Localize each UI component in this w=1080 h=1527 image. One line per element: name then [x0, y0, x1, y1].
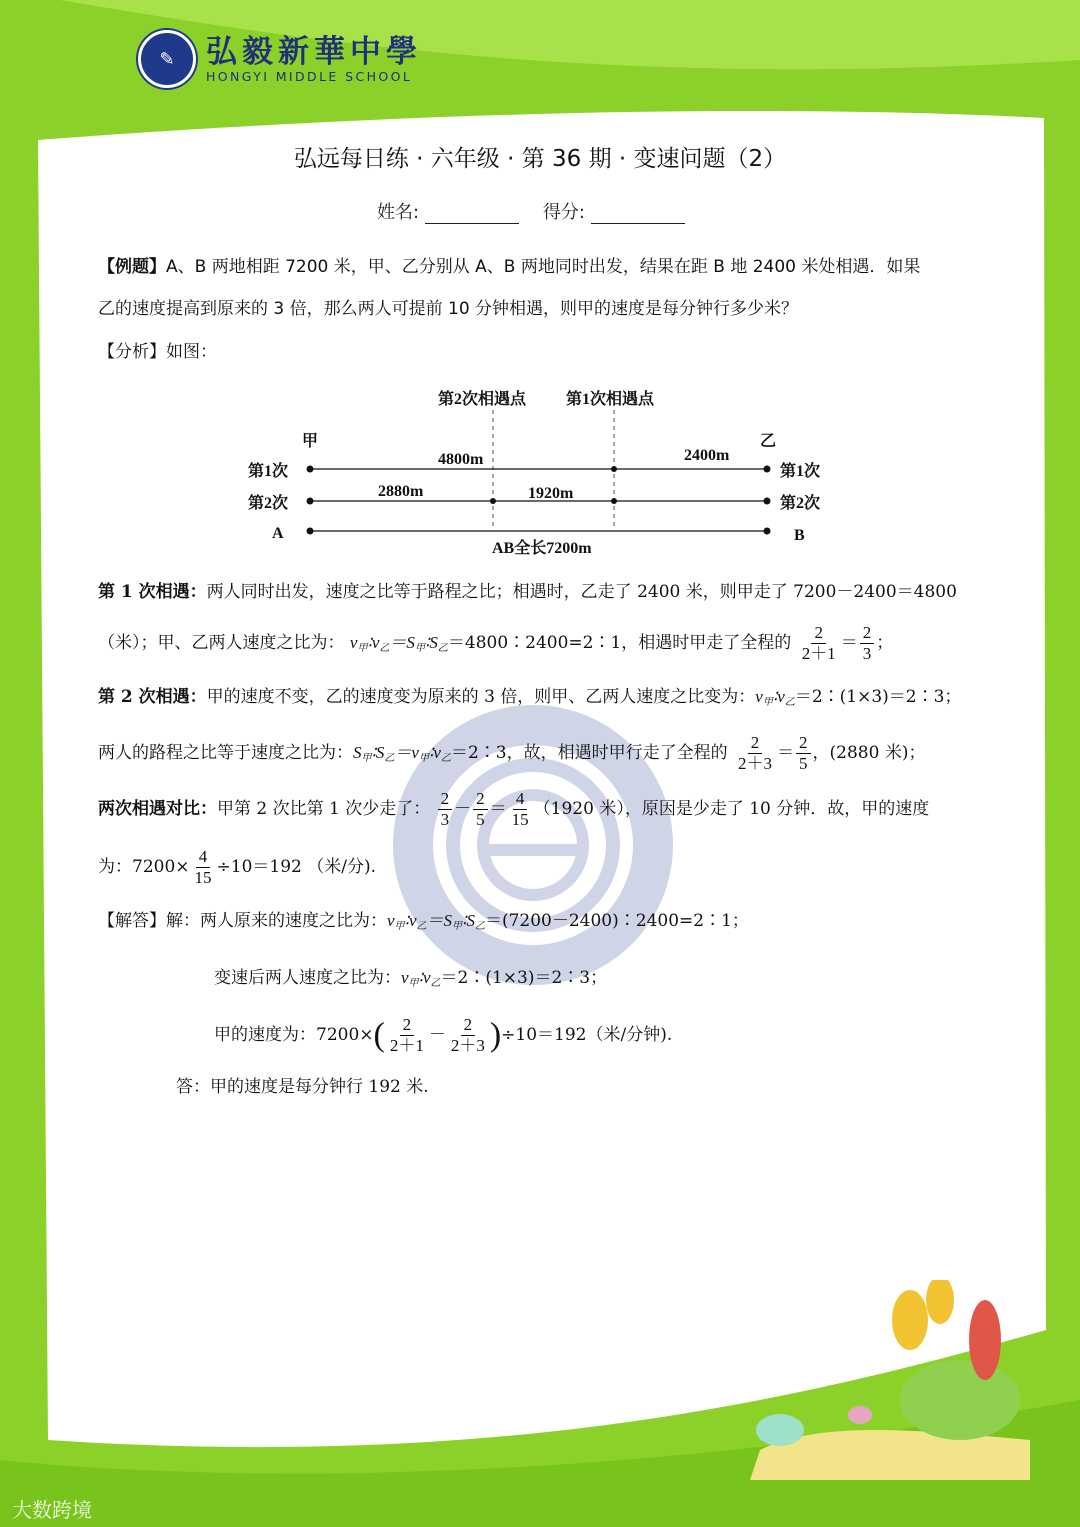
- row1-left-label: 第1次: [248, 463, 289, 480]
- meet2-label: 第2次相遇点: [438, 391, 527, 408]
- first-label: 第 1 次相遇：: [98, 582, 207, 602]
- answer-line-1b: ＝(7200－2400)∶2400=2∶1；: [484, 911, 749, 931]
- second-meeting-block: 第 2 次相遇：甲的速度不变，乙的速度变为原来的 3 倍，则甲、乙两人速度之比变为：$v_甲∶v_乙=2∶(1\times 3)=2∶3$；: [98, 687, 962, 708]
- analysis-tag: 【分析】: [98, 342, 166, 362]
- score-blank[interactable]: [591, 203, 685, 224]
- example-text-2: 乙的速度提高到原来的 3 倍，那么两人可提前 10 分钟相遇，则甲的速度是每分钟行多少米？: [98, 299, 799, 319]
- first-meeting-block: [98, 571, 988, 613]
- name-blank[interactable]: [425, 203, 519, 224]
- point-b-label: B: [794, 527, 805, 544]
- compare-label: 两次相遇对比：: [98, 799, 217, 819]
- compare-line-2a: 为：7200×: [98, 857, 190, 877]
- point-a-label: A: [272, 525, 284, 542]
- answer-line-2: 变速后两人速度之比为：$v_甲∶v_乙=2∶(1\times 3)=2∶3$；: [214, 968, 608, 989]
- second-line-1a: 甲的速度不变，乙的速度变为原来的 3 倍，则甲、乙两人速度之比变为：: [206, 687, 756, 707]
- first-line-2b: ＝4800∶2400=2∶1，相遇时甲走了全程的: [447, 633, 792, 653]
- decorative-flowers: [740, 1280, 1040, 1480]
- first-meeting-line-2: （米）；甲、乙两人速度之比为： $v_甲∶v_乙=S_甲∶S_乙=4800∶2400=2∶1$，相遇时甲走了全程的 $\frac{2}{2+1}$ ＝ $\frac{2}{3}$ ；: [98, 623, 894, 663]
- answer-line-2b: ＝2∶(1×3)＝2∶3；: [440, 968, 608, 988]
- school-name-cn: 弘毅新華中學: [206, 33, 422, 70]
- d2400-label: 2400m: [684, 447, 730, 464]
- compare-block: 两次相遇对比：甲第 2 次比第 1 次少走了： $\frac{2}{3}$ － $\frac{2}{5}$ ＝ $\frac{4}{15}$ （1920 米），原因是少走了 10 分钟．故，甲的速度: [98, 789, 930, 829]
- analysis-text: 如图：: [166, 342, 217, 362]
- page-title: 弘远每日练 · 六年级 · 第 36 期 · 变速问题（2）: [293, 146, 787, 172]
- ab-total-label: AB全长7200m: [492, 540, 592, 557]
- distance-diagram: [240, 380, 840, 560]
- d4800-label: 4800m: [438, 451, 484, 468]
- answer-line-1a: 解：两人原来的速度之比为：: [166, 911, 387, 931]
- second-line-1b: ＝2∶(1×3)＝2∶3；: [794, 687, 962, 707]
- yi-label: 乙: [760, 433, 777, 450]
- second-line-2b: ＝2∶3，故，相遇时甲行走了全程的: [450, 743, 728, 763]
- example-tag: 【例题】: [98, 257, 166, 277]
- compare-line-2b: ÷10＝192 （米/分).: [216, 857, 377, 877]
- jia-label: 甲: [302, 433, 319, 450]
- row1-right-label: 第1次: [780, 463, 821, 480]
- school-seal-icon: ✎: [138, 30, 196, 88]
- row2-right-label: 第2次: [780, 495, 821, 512]
- school-name-en: HONGYI MIDDLE SCHOOL: [206, 68, 413, 84]
- score-label: 得分:: [542, 202, 585, 223]
- watermark: 大数跨境: [12, 1498, 92, 1522]
- d2880-label: 2880m: [378, 483, 424, 500]
- second-line-2c: ，(2880 米)；: [812, 743, 926, 763]
- meet1-label: 第1次相遇点: [566, 391, 655, 408]
- name-label: 姓名:: [377, 202, 420, 223]
- answer-line-3b: ÷10＝192（米/分钟).: [501, 1025, 673, 1045]
- answer-final: 答：甲的速度是每分钟行 192 米.: [176, 1077, 429, 1097]
- analysis-intro: [98, 331, 988, 373]
- answer-block: 【解答】解：两人原来的速度之比为：$v_甲∶v_乙=S_甲∶S_乙=(7200-2400)∶2400=2∶1$；: [98, 911, 749, 932]
- example-block: [98, 246, 988, 330]
- compare-line-1a: 甲第 2 次比第 1 次少走了：: [217, 799, 431, 819]
- d1920-label: 1920m: [528, 485, 574, 502]
- second-label: 第 2 次相遇：: [98, 687, 207, 707]
- compare-line-2: 为：7200× $\frac{4}{15}$ ÷10＝192 （米/分).: [98, 847, 377, 887]
- compare-line-1b: （1920 米），原因是少走了 10 分钟．故，甲的速度: [533, 799, 930, 819]
- first-line-2a: （米）；甲、乙两人速度之比为：: [98, 633, 345, 653]
- school-logo: [138, 30, 422, 88]
- example-text-1: A、B 两地相距 7200 米，甲、乙分别从 A、B 两地同时出发，结果在距 B 地 2400 米处相遇．如果: [166, 257, 921, 277]
- row2-left-label: 第2次: [248, 495, 289, 512]
- answer-line-3a: 甲的速度为：7200×: [214, 1025, 374, 1045]
- name-score-bar: [0, 198, 1080, 224]
- first-line-1: 两人同时出发，速度之比等于路程之比；相遇时，乙走了 2400 米，则甲走了 7200－2400＝4800: [206, 582, 957, 602]
- answer-line-3: 甲的速度为：7200×( $\frac{2}{2+1}$ － $\frac{2}{2+3}$ )÷10＝192（米/分钟).: [214, 1015, 673, 1055]
- answer-line-2a: 变速后两人速度之比为：: [214, 968, 401, 988]
- answer-tag: 【解答】: [98, 911, 166, 931]
- second-meeting-line-2: 两人的路程之比等于速度之比为：$S_甲∶S_乙=v_甲∶v_乙=2∶3$，故，相遇时甲行走了全程的 $\frac{2}{2+3}$ ＝ $\frac{2}{5}$ ，(2880 米)；: [98, 733, 926, 773]
- second-line-2a: 两人的路程之比等于速度之比为：: [98, 743, 353, 763]
